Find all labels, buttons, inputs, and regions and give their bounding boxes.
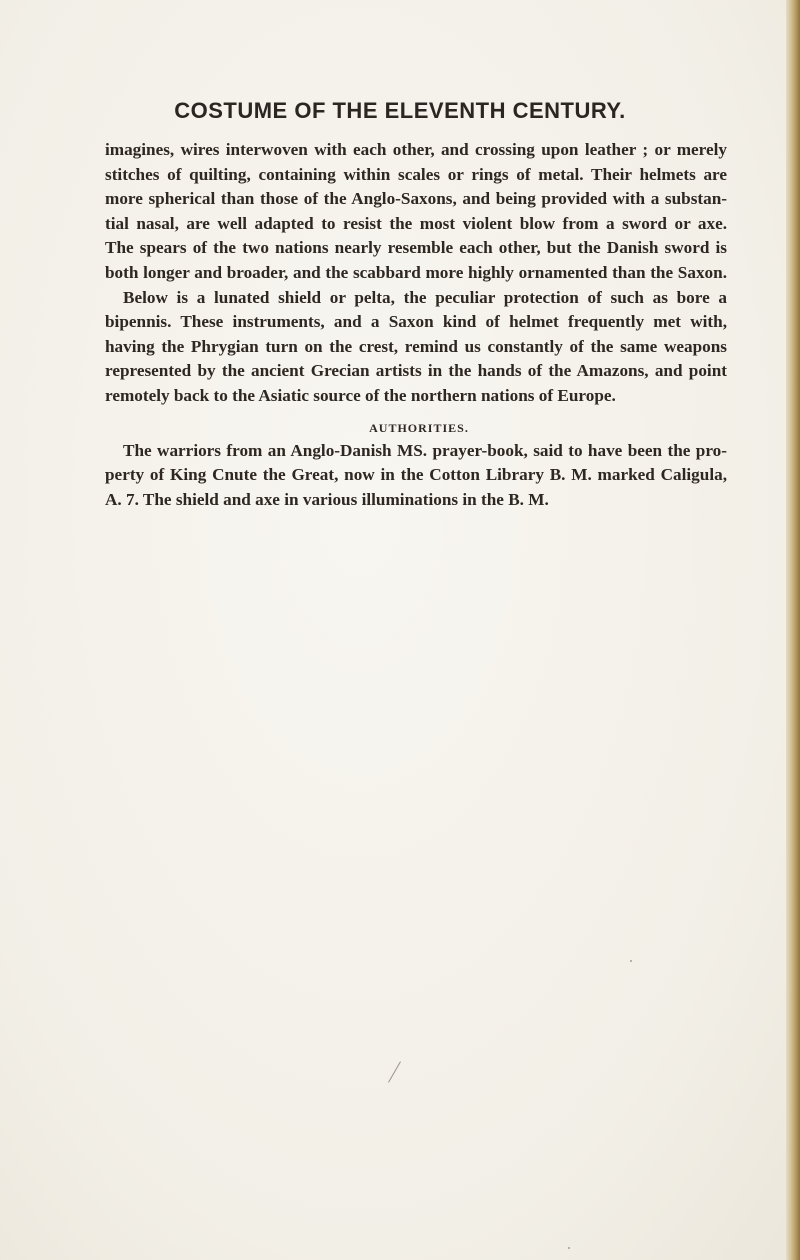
page-edge-shadow [786,0,800,1260]
paper-speck [630,960,632,962]
text-line: The spears of the two nations nearly resemble each other, but the Danish sword is [105,238,727,258]
text-line: stitches of quilting, containing within scales or rings of metal. Their helmets are [105,164,727,184]
text-line: perty of King Cnute the Great, now in the Cotton Library B. M. marked Caligula, [105,465,727,485]
text-line: having the Phrygian turn on the crest, remind us constantly of the same weapons [105,336,727,356]
text-line: A. 7. The shield and axe in various illuminations in the B. M. [105,489,549,509]
text-line: remotely back to the Asiatic source of the northern nations of Europe. [105,385,616,405]
text-line: represented by the ancient Grecian artists in the hands of the Amazons, and point [105,361,727,381]
text-line: more spherical than those of the Anglo-Saxons, and being provided with a substan- [105,189,727,209]
text-line: tial nasal, are well adapted to resist the most violent blow from a sword or axe. [105,213,727,233]
text-line: imagines, wires interwoven with each other, and crossing upon leather ; or merely [105,140,727,159]
page-title: COSTUME OF THE ELEVENTH CENTURY. [174,98,626,123]
text-line: both longer and broader, and the scabbard more highly ornamented than the Saxon. [105,262,727,282]
text-line: bipennis. These instruments, and a Saxon kind of helmet frequently met with, [105,312,727,332]
body-text [105,138,727,512]
paper-speck [568,1247,570,1249]
pencil-mark [388,1061,401,1082]
text-line: The warriors from an Anglo-Danish MS. prayer-book, said to have been the pro- [123,440,727,460]
authorities-heading: AUTHORITIES. [369,420,469,435]
text-line: Below is a lunated shield or pelta, the peculiar protection of such as bore a [123,287,727,307]
